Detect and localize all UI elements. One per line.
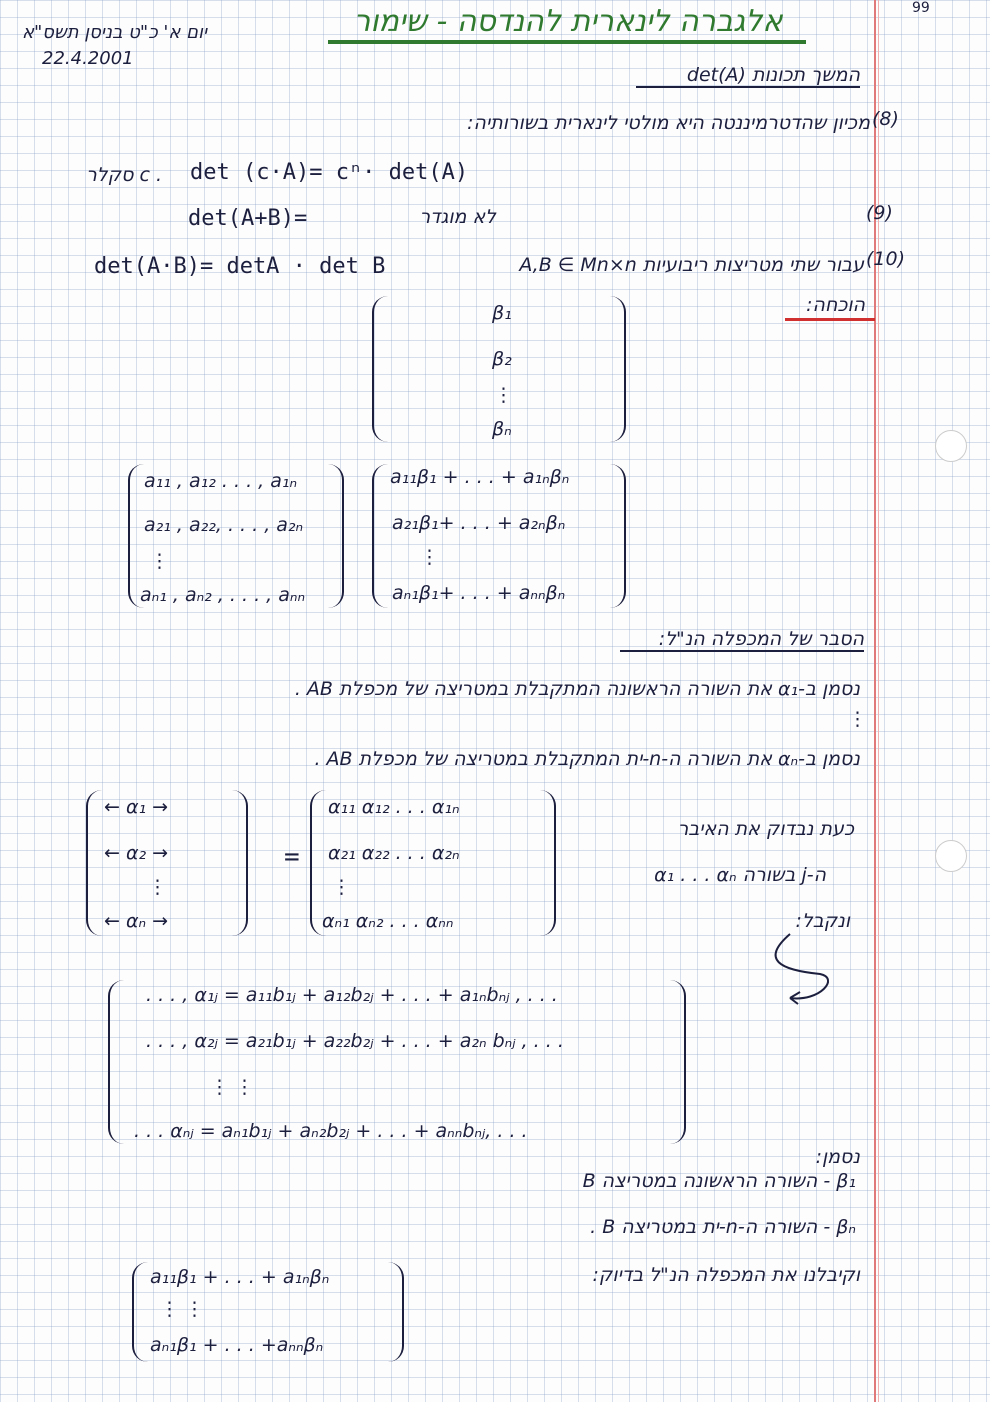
- notation-line: βₙ - השורה ה-n-ית במטריצה B .: [590, 1216, 856, 1238]
- explanation-line: נסמן ב-α₁ את השורה הראשונה המתקבלת במטריצה של מכפלת AB .: [294, 678, 860, 700]
- matrix-bracket-left: [372, 464, 388, 608]
- side-note-line: ה-j בשורה α₁ . . . αₙ: [654, 864, 826, 886]
- matrix-alpha-row: ⋮: [148, 876, 167, 898]
- curved-arrow-icon: [760, 930, 840, 1010]
- matrix-alpha-row: ← α₂ →: [104, 842, 169, 864]
- side-note-line: ונקבל:: [795, 910, 850, 932]
- matrix-alpha-row: ← αₙ →: [104, 910, 169, 932]
- matrix-big-row: . . . αₙⱼ = aₙ₁b₁ⱼ + aₙ₂b₂ⱼ + . . . + aₙₙbₙⱼ, . . .: [134, 1120, 528, 1142]
- explanation-line: נסמן ב-αₙ את השורה ה-n-ית המתקבלת במטריצה של מכפלת AB .: [314, 748, 860, 770]
- vertical-dots: ⋮: [848, 708, 867, 730]
- notation-line: β₁ - השורה הראשונה במטריצה B: [582, 1170, 856, 1192]
- matrix-final-row: ⋮ ⋮: [160, 1298, 205, 1320]
- matrix-product-row: ⋮: [420, 546, 439, 568]
- matrix-beta-row: βₙ: [492, 418, 512, 440]
- matrix-alpha-entries-row: α₁₁ α₁₂ . . . α₁ₙ: [328, 796, 460, 818]
- matrix-bracket-right: [388, 1262, 404, 1362]
- proof-label: הוכחה:: [806, 294, 865, 316]
- page-title: אלגברה לינארית להנדסה - שימור: [353, 4, 783, 39]
- matrix-big-row: ⋮ ⋮: [210, 1076, 255, 1098]
- matrix-bracket-right: [610, 296, 626, 442]
- matrix-a-row: a₂₁ , a₂₂, . . . , a₂ₙ: [144, 514, 304, 536]
- matrix-big-row: . . . , α₂ⱼ = a₂₁b₁ⱼ + a₂₂b₂ⱼ + . . . + a₂ₙ bₙⱼ , . . .: [146, 1030, 564, 1052]
- date-gregorian: 22.4.2001: [42, 48, 134, 69]
- product-equation: det(A·B)= detA · det B: [94, 254, 386, 279]
- matrix-a-row: a₁₁ , a₁₂ . . . , a₁ₙ: [144, 470, 298, 492]
- matrix-product-row: a₂₁β₁+ . . . + a₂ₙβₙ: [392, 512, 566, 534]
- matrix-final-row: a₁₁β₁ + . . . + a₁ₙβₙ: [150, 1266, 330, 1288]
- matrix-a-row: ⋮: [150, 550, 169, 572]
- matrix-bracket-right: [232, 790, 248, 936]
- scalar-note: . c סקלר: [86, 164, 162, 186]
- matrix-alpha-entries-row: αₙ₁ αₙ₂ . . . αₙₙ: [322, 910, 454, 932]
- matrix-alpha-entries-row: ⋮: [332, 876, 351, 898]
- punch-hole: [935, 840, 967, 872]
- matrix-alpha-row: ← α₁ →: [104, 796, 169, 818]
- item-text: מכיון שהדטרמיננטה היא מולטי לינארית בשורותיה:: [467, 112, 870, 134]
- proof-underline: [785, 318, 875, 321]
- matrix-bracket-right: [328, 464, 344, 608]
- explanation-heading: הסבר של המכפלה הנ"ל:: [620, 628, 864, 652]
- section-heading: המשך תכונות det(A): [636, 64, 860, 88]
- scalar-equation: det (c·A)= cⁿ· det(A): [190, 160, 469, 185]
- matrix-product-row: aₙ₁β₁+ . . . + aₙₙβₙ: [392, 582, 566, 604]
- matrix-bracket-left: [132, 1262, 148, 1362]
- notation-label: נסמן:: [815, 1146, 860, 1168]
- matrix-bracket-right: [540, 790, 556, 936]
- matrix-beta-row: β₂: [492, 348, 512, 370]
- date-hebrew: יום א' כ"ט בניסן תשס"א: [22, 22, 208, 43]
- matrix-bracket-right: [670, 980, 686, 1144]
- matrix-product-row: a₁₁β₁ + . . . + a₁ₙβₙ: [390, 466, 570, 488]
- matrix-bracket-left: [372, 296, 388, 442]
- sum-note: לא מוגדר: [419, 206, 496, 228]
- matrix-big-row: . . . , α₁ⱼ = a₁₁b₁ⱼ + a₁₂b₂ⱼ + . . . + a₁ₙbₙⱼ , . . .: [146, 984, 558, 1006]
- item-number: (8): [872, 108, 899, 130]
- item-number: (10): [866, 248, 906, 270]
- matrix-a-row: aₙ₁ , aₙ₂ , . . . , aₙₙ: [140, 584, 306, 606]
- item-number: (9): [866, 202, 893, 224]
- matrix-bracket-left: [108, 980, 124, 1144]
- sum-equation: det(A+B)=: [188, 206, 308, 231]
- equals-sign: =: [284, 842, 300, 872]
- punch-hole: [935, 430, 967, 462]
- matrix-beta-row: β₁: [492, 302, 512, 324]
- page-corner-mark: 99: [912, 0, 930, 16]
- matrix-bracket-right: [610, 464, 626, 608]
- matrix-alpha-entries-row: α₂₁ α₂₂ . . . α₂ₙ: [328, 842, 460, 864]
- item-text: עבור שתי מטריצות ריבועיות A,B ∈ Mn×n: [519, 254, 864, 276]
- matrix-bracket-left: [86, 790, 102, 936]
- side-note-line: כעת נבדוק את האיבר: [677, 818, 854, 840]
- conclusion-line: וקיבלנו את המכפלה הנ"ל בדיוק:: [592, 1264, 860, 1286]
- matrix-beta-row: ⋮: [494, 384, 513, 406]
- matrix-final-row: aₙ₁β₁ + . . . +aₙₙβₙ: [150, 1334, 324, 1356]
- title-underline: [328, 40, 806, 44]
